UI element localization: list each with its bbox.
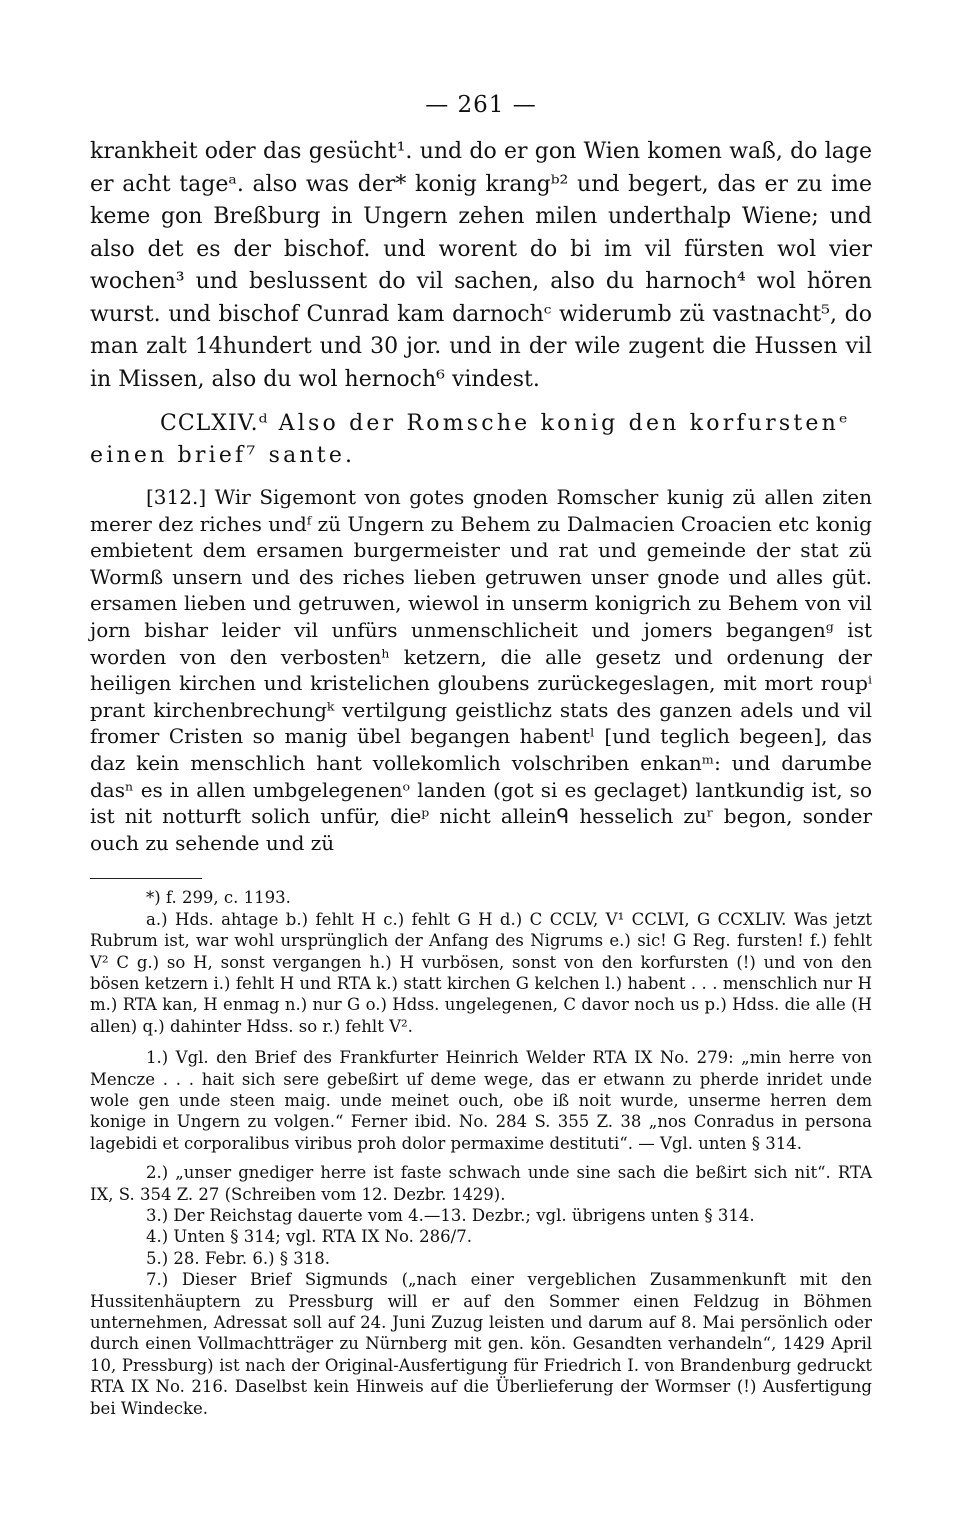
main-paragraph: krankheit oder das gesücht¹. und do er gon Wien komen waß, do lage er acht tageᵃ. also was der* konig krangᵇ² und begert, das er zu ime keme gon Breßburg in Ungern zehen milen underthalp Wiene; und also det es der bischof. und worent do bi im vil fürsten wol vier wochen³ und beslussent do vil sachen, also du harnoch⁴ wol hören wurst. und bischof Cunrad kam darnochᶜ widerumb zü vastnacht⁵, do man zalt 14hundert und 30 jor. und in der wile zugent die Hussen vil in Missen, also du wol hernoch⁶ vindest.: [90, 139, 872, 392]
page-number: — 261 —: [425, 92, 537, 118]
footnote-1: 1.) Vgl. den Brief des Frankfurter Heinrich Welder RTA IX No. 279: „min herre von Mencze . . . hait sich sere gebeßirt uf deme wege, das er etwann zu pherde inridet unde wole gen unde steen maig. unde meinet ouch, obe iß noit wurde, unserme herren dem konige in Ungern zu volgen.“ Ferner ibid. No. 284 S. 355 Z. 38 „nos Conradus in persona lagebidi et corporalibus viribus proh dolor permaxime destituti“. — Vgl. unten § 314.: [90, 1048, 872, 1153]
critical-apparatus: a.) Hds. ahtage b.) fehlt H c.) fehlt G H d.) C CCLV, V¹ CCLVI, G CCXLIV. Was jetzt Rubrum ist, war wohl ursprünglich der Anfang des Nigrums e.) sic! G Reg. fursten! f.) fehlt V² C g.) so H, sonst vergangen h.) H vurbösen, sonst von den korfursten (!) und von den bösen ketzern i.) fehlt H und RTA k.) statt kirchen G kelchen l.) habent . . . menschlich nur H m.) RTA kan, H enmag n.) nur G o.) Hdss. ungelegenen, C davor noch us p.) Hdss. die alle (H allen) q.) dahinter Hdss. so r.) fehlt V².: [90, 909, 872, 1036]
footnote-2: 2.) „unser gnediger herre ist faste schwach unde sine sach die beßirt sich nit“. RTA IX, S. 354 Z. 27 (Schreiben vom 12. Dezbr. 1429).: [90, 1163, 872, 1204]
chapter-title: Also der Romsche konig den korfurstenᵉ einen brief⁷ sante.: [90, 411, 851, 468]
footnotes: [90, 887, 872, 1419]
document-paragraph: [312.] Wir Sigemont von gotes gnoden Romscher kunig zü allen ziten merer dez riches undᶠ zü Ungern zu Behem zu Dalmacien Croacien etc konig embietent dem ersamen burgermeister und rat und gemeinde der stat zü Wormß unsern und des riches lieben getruwen unser gnode und alles güt. ersamen lieben und getruwen, wiewol in unserm konigrich zu Behem von vil jorn bishar leider vil unfürs unmenschlicheit und jomers begangenᵍ ist worden von den verbostenʰ ketzern, die alle gesetz und ordenung der heiligen kirchen und kristelichen gloubens zurückegeslagen, mit mort roupⁱ prant kirchenbrechungᵏ vertilgung geistlichz stats des ganzen adels und vil fromer Cristen so manig übel begangen habentˡ [und teglich begeen], das daz kein menschlich hant vollekomlich volschriben enkanᵐ: und darumbe dasⁿ es in allen umbgelegenenᵒ landen (got si es geclaget) lantkundig ist, so ist nit notturft solich unfür, dieᵖ nicht alleinᑫ hesselich zuʳ begon, sonder ouch zu sehende und zü: [90, 485, 872, 855]
page: [90, 92, 872, 1419]
footnote-divider: [90, 878, 202, 879]
footnote-5-6: 5.) 28. Febr. 6.) § 318.: [146, 1248, 331, 1268]
footnote-4: 4.) Unten § 314; vgl. RTA IX No. 286/7.: [146, 1227, 472, 1247]
chapter-heading: [90, 408, 872, 472]
footnote-3: 3.) Der Reichstag dauerte vom 4.—13. Dezbr.; vgl. übrigens unten § 314.: [146, 1206, 755, 1225]
footnote-7: 7.) Dieser Brief Sigmunds („nach einer vergeblichen Zusammenkunft mit den Hussitenhäuptern zu Pressburg will er auf den Sommer einen Feldzug in Böhmen unternehmen, Adressat soll auf 24. Juni Zuzug leisten und darum auf 8. Mai persönlich oder durch einen Vollmachtträger zu Nürnberg mit gen. kön. Gesandten verhandeln“, 1429 April 10, Pressburg) ist nach der Original-Ausfertigung für Friedrich I. von Brandenburg gedruckt RTA IX No. 216. Daselbst kein Hinweis auf die Überlieferung der Wormser (!) Ausfertigung bei Windecke.: [90, 1270, 872, 1418]
main-text-block: [90, 136, 872, 396]
document-text-block: [90, 484, 872, 856]
footnote-star: *) f. 299, c. 1193.: [146, 888, 291, 908]
chapter-number: CCLXIV.ᵈ: [160, 411, 269, 436]
